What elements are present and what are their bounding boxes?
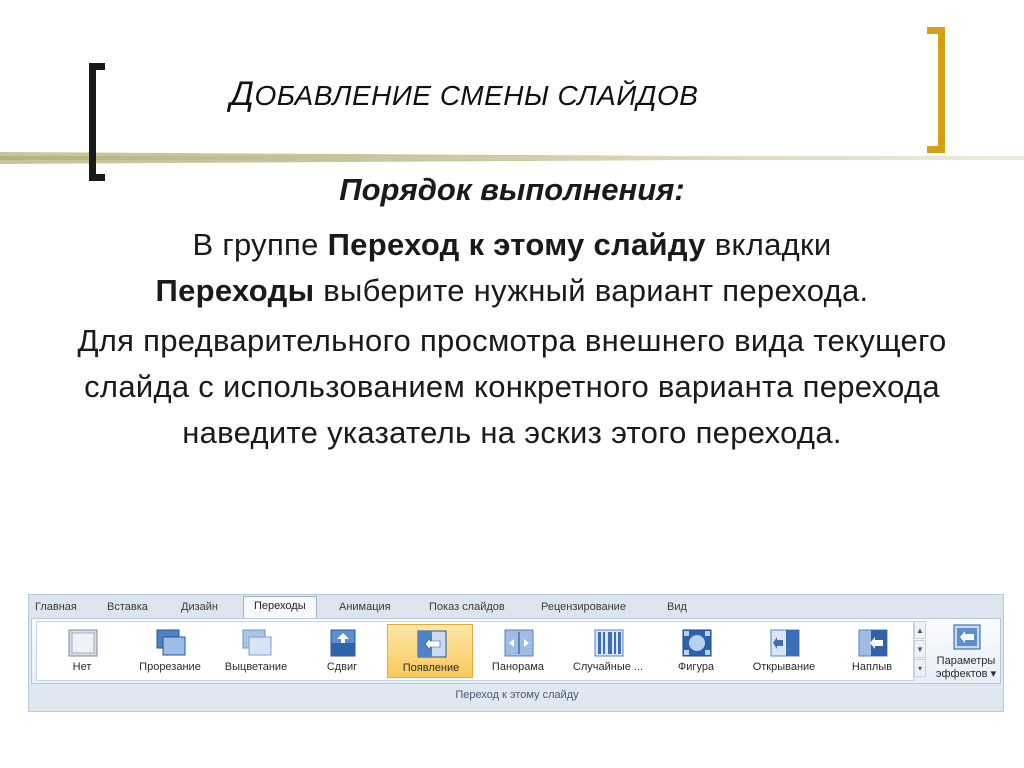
cut-transition-icon (155, 628, 187, 658)
gallery-scroll-up-icon[interactable]: ▲ (914, 621, 926, 639)
transition-label: Наплыв (851, 661, 893, 673)
title-first-letter: Д (230, 75, 255, 113)
decorative-line (0, 152, 1024, 164)
effect-options-icon (952, 623, 982, 651)
gallery-scroll (914, 621, 928, 681)
none-transition-icon (67, 628, 99, 658)
slide-body (60, 168, 964, 460)
transition-fade[interactable] (213, 624, 299, 678)
ribbon-group-label: Переход к этому слайду (455, 689, 579, 701)
transition-label: Выцветание (224, 661, 288, 673)
transition-label: Открывание (752, 661, 816, 673)
tab-insert[interactable]: Вставка (107, 601, 148, 613)
transition-label: Сдвиг (326, 661, 358, 673)
transition-label: Фигура (677, 661, 715, 673)
fade-transition-icon (241, 628, 273, 658)
para1-text-1: В группе (192, 227, 328, 262)
effect-options-line1: Параметры (936, 655, 996, 667)
shape-transition-icon (681, 628, 713, 658)
tab-transitions[interactable]: Переходы (243, 596, 317, 619)
transitions-gallery (36, 621, 914, 681)
push-transition-icon (327, 628, 359, 658)
transition-uncover[interactable] (741, 624, 827, 678)
transition-random-bars[interactable] (565, 624, 651, 678)
split-transition-icon (503, 628, 535, 658)
para1-text-3: выберите нужный вариант перехода. (314, 273, 869, 308)
transition-label: Случайные ... (572, 661, 644, 673)
left-bracket-decoration (89, 63, 105, 181)
para1-text-2: вкладки (705, 227, 832, 262)
random-bars-transition-icon (593, 628, 625, 658)
para1-bold-group-name: Переход к этому слайду (327, 227, 706, 262)
right-bracket-decoration (927, 27, 945, 153)
wipe-transition-icon (416, 629, 448, 659)
transition-label: Появление (402, 662, 460, 674)
gallery-scroll-down-icon[interactable]: ▼ (914, 640, 926, 658)
ribbon-tab-bar (29, 595, 1003, 617)
tab-home[interactable]: Главная (35, 601, 77, 613)
effect-options-line2: эффектов (935, 668, 988, 680)
transition-push[interactable] (299, 624, 385, 678)
cover-transition-icon (857, 628, 889, 658)
transition-cut[interactable] (127, 624, 213, 678)
transition-cover[interactable] (829, 624, 915, 678)
tab-design[interactable]: Дизайн (181, 601, 218, 613)
transition-label: Панорама (491, 661, 545, 673)
tab-view[interactable]: Вид (667, 601, 687, 613)
tab-slide-show[interactable]: Показ слайдов (429, 601, 505, 613)
transitions-panel (31, 618, 1001, 684)
gallery-more-icon[interactable]: ▾ (914, 659, 926, 677)
transition-none[interactable] (39, 624, 125, 678)
tab-animation[interactable]: Анимация (339, 601, 391, 613)
transition-wipe[interactable] (387, 624, 473, 678)
tab-review[interactable]: Рецензирование (541, 601, 626, 613)
effect-options-button[interactable] (932, 621, 1000, 683)
instruction-paragraph-2: Для предварительного просмотра внешнего вида текущего слайда с использованием конкретного варианта перехода наведите указатель на эскиз этого перехода. (77, 323, 947, 450)
transition-label: Прорезание (139, 661, 201, 673)
uncover-transition-icon (769, 628, 801, 658)
instruction-paragraph-1 (60, 222, 964, 314)
slide-title (230, 72, 830, 118)
procedure-heading: Порядок выполнения: (339, 172, 685, 207)
effect-options-label (932, 655, 1000, 681)
title-rest: ОБАВЛЕНИЕ СМЕНЫ СЛАЙДОВ (254, 80, 699, 111)
dropdown-arrow-icon: ▾ (987, 668, 997, 680)
para1-bold-tab-name: Переходы (155, 273, 315, 308)
transition-shape[interactable] (653, 624, 739, 678)
transition-label: Нет (72, 661, 92, 673)
ribbon (28, 594, 1004, 712)
transition-split[interactable] (475, 624, 561, 678)
